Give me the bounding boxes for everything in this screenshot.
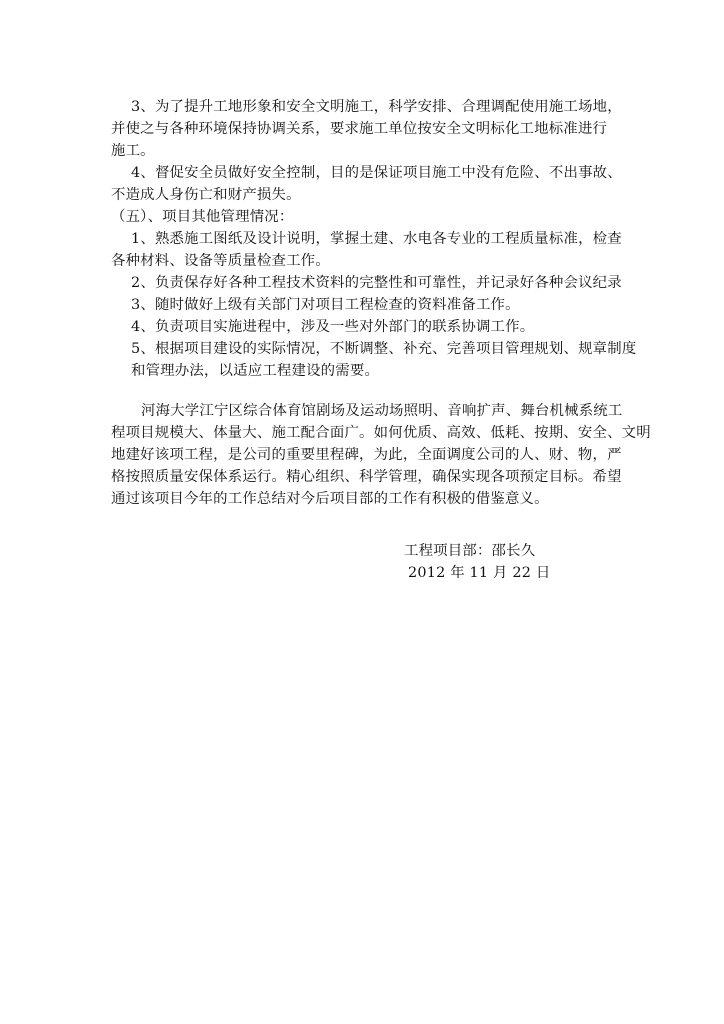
summary-line-5: 通过该项目今年的工作总结对今后项目部的工作有积极的借鉴意义。 bbox=[111, 491, 549, 507]
other-item1-line-1: 1、熟悉施工图纸及设计说明，掌握土建、水电各专业的工程质量标准，检查 bbox=[131, 231, 622, 247]
item3-line-1: 3、为了提升工地形象和安全文明施工，科学安排、合理调配使用施工场地， bbox=[131, 99, 622, 115]
other-item5-line-2: 和管理办法，以适应工程建设的需要。 bbox=[131, 363, 380, 379]
summary-line-1: 河海大学江宁区综合体育馆剧场及运动场照明、音响扩声、舞台机械系统工 bbox=[141, 403, 623, 419]
other-item5-line-1: 5、根据项目建设的实际情况，不断调整、补充、完善项目管理规划、规章制度 bbox=[131, 341, 637, 357]
other-item1-line-2: 各种材料、设备等质量检查工作。 bbox=[111, 253, 330, 269]
other-item2-line-1: 2、负责保存好各种工程技术资料的完整性和可靠性，并记录好各种会议纪录 bbox=[131, 275, 622, 291]
summary-line-3: 地建好该项工程，是公司的重要里程碑，为此，全面调度公司的人、财、物，严 bbox=[111, 447, 622, 463]
item3-line-2: 并使之与各种环境保持协调关系，要求施工单位按安全文明标化工地标准进行 bbox=[111, 121, 608, 137]
summary-line-2: 程项目规模大、体量大、施工配合面广。如何优质、高效、低耗、按期、安全、文明 bbox=[111, 425, 651, 441]
other-item4-line-1: 4、负责项目实施进程中，涉及一些对外部门的联系协调工作。 bbox=[131, 319, 535, 335]
item4-line-1: 4、督促安全员做好安全控制，目的是保证项目施工中没有危险、不出事故、 bbox=[131, 165, 622, 181]
signature-date: 2012 年 11 月 22 日 bbox=[408, 565, 551, 581]
section-five-heading: （五）、项目其他管理情况： bbox=[111, 209, 294, 225]
item4-line-2: 不造成人身伤亡和财产损失。 bbox=[111, 187, 301, 203]
summary-line-4: 格按照质量安保体系运行。精心组织、科学管理，确保实现各项预定目标。希望 bbox=[111, 469, 622, 485]
signature-department: 工程项目部：邵长久 bbox=[404, 543, 536, 559]
item3-line-3: 施工。 bbox=[111, 143, 155, 159]
other-item3-line-1: 3、随时做好上级有关部门对项目工程检查的资料准备工作。 bbox=[131, 297, 520, 313]
